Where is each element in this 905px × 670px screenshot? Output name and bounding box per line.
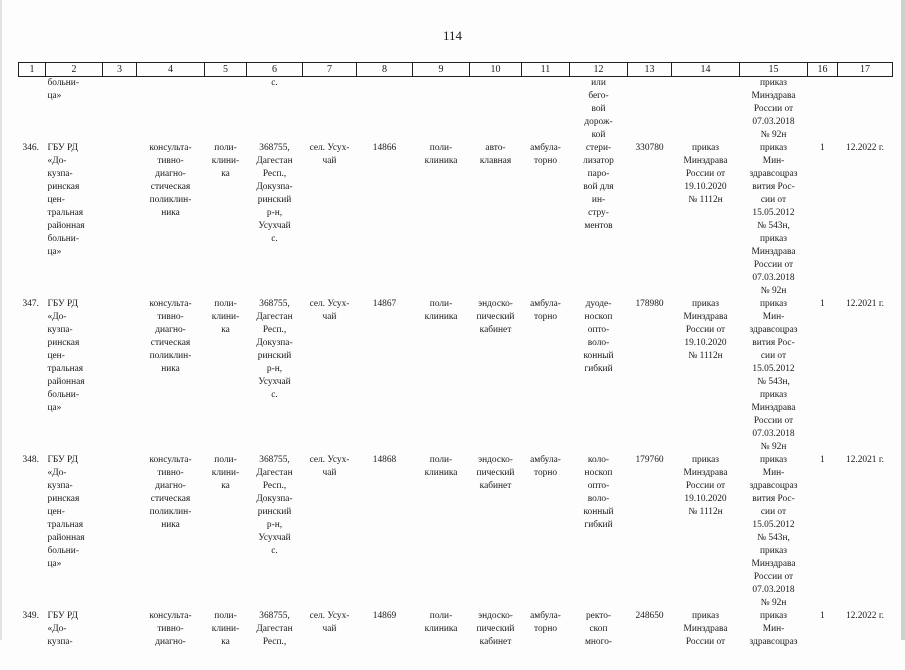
regulation-cell: приказ Мин- здравсоцраз вития Рос- сии от 15.05.2012 № 543н, приказ Минздрава России от 07.03.2018 № 92н: [749, 455, 798, 608]
type-cell: поли- клини- ка: [211, 455, 240, 491]
col-header: 9: [413, 63, 470, 77]
header-row: [19, 63, 893, 77]
scan-edge-left: [0, 0, 2, 640]
equipment-code-cell: 330780: [635, 143, 664, 153]
quantity-cell: 1: [820, 299, 825, 309]
regulation-cell: приказ Минздрава России от 07.03.2018 № 92н: [751, 78, 796, 140]
unit-cell: поли- клиника: [424, 143, 458, 166]
col-header: 7: [303, 63, 357, 77]
row-number: 346.: [22, 143, 39, 153]
room-cell: эндоско- пический кабинет: [476, 611, 515, 647]
col-header: 5: [205, 63, 247, 77]
type-cell: поли- клини- ка: [211, 299, 240, 335]
subdivision-cell: консульта- тивно- диагно- стическая поликлин- ника: [149, 455, 192, 530]
col-header: 4: [137, 63, 205, 77]
row-number: 349.: [22, 611, 39, 621]
quantity-cell: 1: [820, 143, 825, 153]
address-cell: 368755, Дагестан Респ.,: [256, 611, 293, 647]
cell-3: [103, 298, 137, 454]
date-cell: 12.2021 г.: [846, 299, 884, 309]
page-number: 114: [442, 28, 463, 43]
regulation-cell: приказ Мин- здравсоцраз вития Рос- сии от 15.05.2012 № 543н, приказ Минздрава России от 07.03.2018 № 92н: [749, 143, 798, 296]
address-cell: 368755, Дагестан Респ., Докузпа- ринский р-н, Усухчай с.: [256, 143, 293, 244]
col-header: 12: [570, 63, 628, 77]
col-header: 14: [672, 63, 740, 77]
col-header: 6: [247, 63, 303, 77]
institution-cell: больни- ца»: [47, 78, 79, 101]
col-header: 16: [808, 63, 838, 77]
institution-cell: ГБУ РД «До- кузпа- ринская цен- тральная районная больни- ца»: [47, 455, 85, 569]
equipment-cell: или бего- вой дорож- кой: [584, 78, 613, 140]
type-cell: поли- клини- ка: [211, 611, 240, 647]
room-cell: эндоско- пический кабинет: [476, 455, 515, 491]
col-header: 15: [740, 63, 808, 77]
care-mode-cell: амбула- торно: [530, 611, 561, 634]
order-cell: приказ Минздрава России от 19.10.2020 № 1112н: [683, 143, 728, 205]
col-header: 3: [103, 63, 137, 77]
equipment-cell: ректо- скоп много-: [584, 611, 613, 647]
institution-cell: ГБУ РД «До- кузпа- ринская цен- тральная районная больни- ца»: [47, 299, 85, 413]
care-mode-cell: амбула- торно: [530, 455, 561, 478]
order-cell: приказ Минздрава России от 19.10.2020 № 1112н: [683, 299, 728, 361]
regulation-cell: приказ Мин- здравсоцраз: [749, 611, 798, 647]
row-number: 347.: [22, 299, 39, 309]
care-mode-cell: амбула- торно: [530, 299, 561, 322]
locality-cell: сел. Усух- чай: [309, 611, 350, 634]
equipment-code-cell: 179760: [635, 455, 664, 465]
equipment-table: [18, 62, 893, 670]
table-row: [19, 610, 893, 670]
cell-3: [103, 142, 137, 298]
col-header: 1: [19, 63, 46, 77]
date-cell: 12.2022 г.: [846, 611, 884, 621]
institution-cell: ГБУ РД «До- кузпа- ринская цен- тральная районная больни- ца»: [47, 143, 85, 257]
room-cell: эндоско- пический кабинет: [476, 299, 515, 335]
address-cell: 368755, Дагестан Респ., Докузпа- ринский р-н, Усухчай с.: [256, 455, 293, 556]
subdivision-cell: консульта- тивно- диагно- стическая поликлин- ника: [149, 299, 192, 374]
cell-3: [103, 610, 137, 670]
cell-3: [103, 454, 137, 610]
equipment-cell: стери- лизатор паро- вой для ин- стру- ментов: [583, 143, 614, 231]
col-header: 13: [628, 63, 672, 77]
room-cell: авто- клавная: [479, 143, 512, 166]
quantity-cell: 1: [820, 611, 825, 621]
date-cell: 12.2022 г.: [846, 143, 884, 153]
equipment-cell: дуоде- носкоп опто- воло- конный гибкий: [583, 299, 614, 374]
locality-cell: сел. Усух- чай: [309, 143, 350, 166]
regulation-cell: приказ Мин- здравсоцраз вития Рос- сии от 15.05.2012 № 543н, приказ Минздрава России от 07.03.2018 № 92н: [749, 299, 798, 452]
care-mode-cell: амбула- торно: [530, 143, 561, 166]
table-row: [19, 142, 893, 298]
institution-cell: ГБУ РД «До- кузпа-: [47, 611, 78, 647]
col-header: 8: [357, 63, 413, 77]
address-cell: с.: [271, 78, 278, 88]
code-cell: 14869: [372, 611, 397, 621]
col-header: 11: [522, 63, 570, 77]
unit-cell: поли- клиника: [424, 611, 458, 634]
address-cell: 368755, Дагестан Респ., Докузпа- ринский р-н, Усухчай с.: [256, 299, 293, 400]
unit-cell: поли- клиника: [424, 455, 458, 478]
locality-cell: сел. Усух- чай: [309, 299, 350, 322]
table-row: [19, 454, 893, 610]
subdivision-cell: консульта- тивно- диагно-: [149, 611, 192, 647]
unit-cell: поли- клиника: [424, 299, 458, 322]
order-cell: приказ Минздрава России от: [683, 611, 728, 647]
equipment-code-cell: 178980: [635, 299, 664, 309]
subdivision-cell: консульта- тивно- диагно- стическая поликлин- ника: [149, 143, 192, 218]
col-header: 17: [838, 63, 893, 77]
quantity-cell: 1: [820, 455, 825, 465]
continuation-row: [19, 77, 893, 143]
table-row: [19, 298, 893, 454]
equipment-cell: коло- носкоп опто- воло- конный гибкий: [583, 455, 614, 530]
code-cell: 14866: [372, 143, 397, 153]
order-cell: приказ Минздрава России от 19.10.2020 № 1112н: [683, 455, 728, 517]
row-number: 348.: [22, 455, 39, 465]
locality-cell: сел. Усух- чай: [309, 455, 350, 478]
col-header: 10: [470, 63, 522, 77]
code-cell: 14868: [372, 455, 397, 465]
code-cell: 14867: [372, 299, 397, 309]
scan-edge-right: [901, 0, 905, 640]
equipment-code-cell: 248650: [635, 611, 664, 621]
type-cell: поли- клини- ка: [211, 143, 240, 179]
col-header: 2: [46, 63, 103, 77]
date-cell: 12.2021 г.: [846, 455, 884, 465]
